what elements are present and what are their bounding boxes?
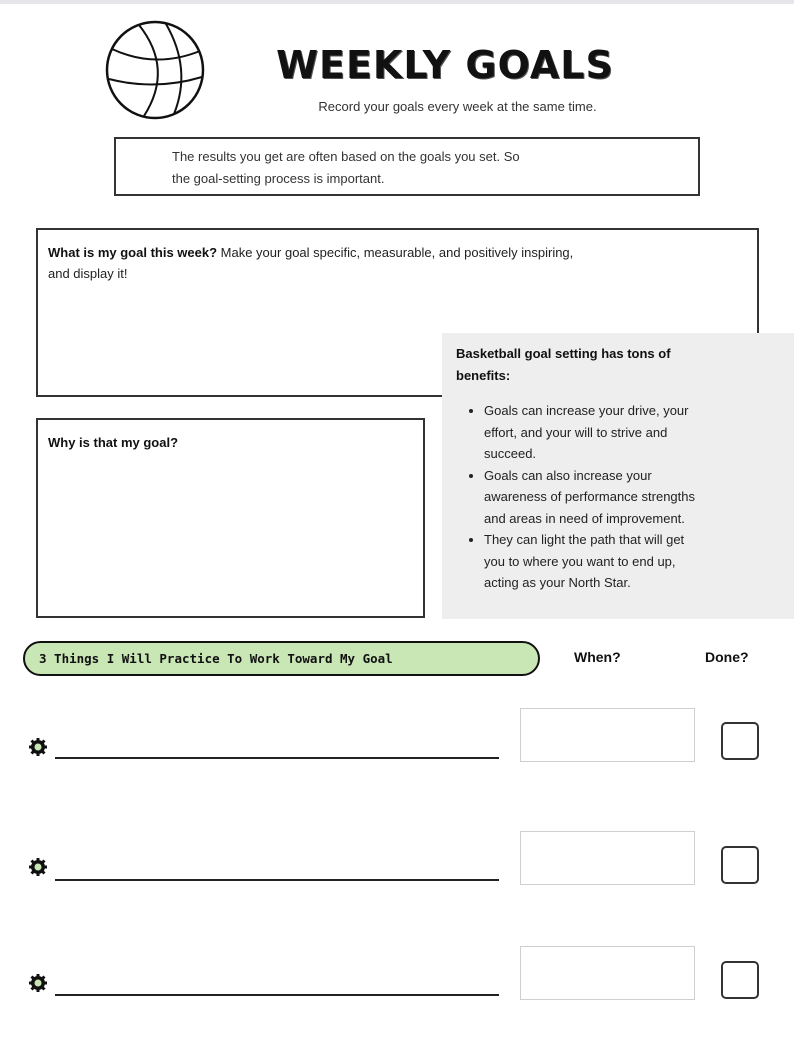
why-box-label: Why is that my goal? [48,435,179,450]
practice-item-1-done-checkbox[interactable] [721,722,759,760]
benefits-heading [456,343,780,386]
benefits-panel [442,333,794,619]
basketball-icon [104,19,206,121]
benefit-text: • Goals can increase your drive, your [484,403,689,418]
benefit-text: • Goals can also increase your [484,467,652,483]
goal-box-instructions-2: and display it! [48,266,128,281]
goal-box-label: What is my goal this week? [48,245,218,260]
practice-item-2-done-checkbox[interactable] [721,846,759,884]
benefit-text: succeed. [484,446,537,461]
practice-item-1-when-field[interactable] [520,708,695,762]
why-goal-box[interactable] [36,418,425,618]
intro-line-2: the goal-setting process is important. [172,171,385,186]
gear-bullet-icon [28,973,48,993]
benefit-text: acting as your North Star. [484,575,631,590]
benefit-item [484,400,780,465]
done-column-header: Done? [705,649,749,665]
top-border [0,0,794,4]
goal-box-instructions: Make your goal specific, measurable, and positively inspiring, [217,245,574,260]
benefit-text: awareness of performance strengths [484,489,695,504]
benefit-text: effort, and your will to strive and [484,424,668,440]
benefit-text: and areas in need of improvement. [484,510,685,526]
page-subtitle: Record your goals every week at the same time. [318,99,597,114]
benefit-item [484,529,780,594]
practice-item-3-when-field[interactable] [520,946,695,1000]
practice-item-2-line[interactable] [55,879,499,881]
page-title: WEEKLY GOALS [276,43,614,87]
benefits-heading-line-1: Basketball goal setting has tons of [456,346,671,361]
intro-box [114,137,700,196]
practice-heading-pill: 3 Things I Will Practice To Work Toward My Goal [23,641,540,676]
when-column-header: When? [574,649,621,665]
practice-item-3-done-checkbox[interactable] [721,961,759,999]
practice-item-1-line[interactable] [55,757,499,759]
benefits-heading-line-2: benefits: [456,367,511,383]
intro-line-1: The results you get are often based on the goals you set. So [172,149,520,164]
benefit-text: you to where you want to end up, [484,553,676,569]
benefit-item [484,465,780,530]
gear-bullet-icon [28,857,48,877]
practice-item-3-line[interactable] [55,994,499,996]
benefit-text: • They can light the path that will get [484,532,685,547]
practice-item-2-when-field[interactable] [520,831,695,885]
gear-bullet-icon [28,737,48,757]
benefits-list [456,400,780,594]
